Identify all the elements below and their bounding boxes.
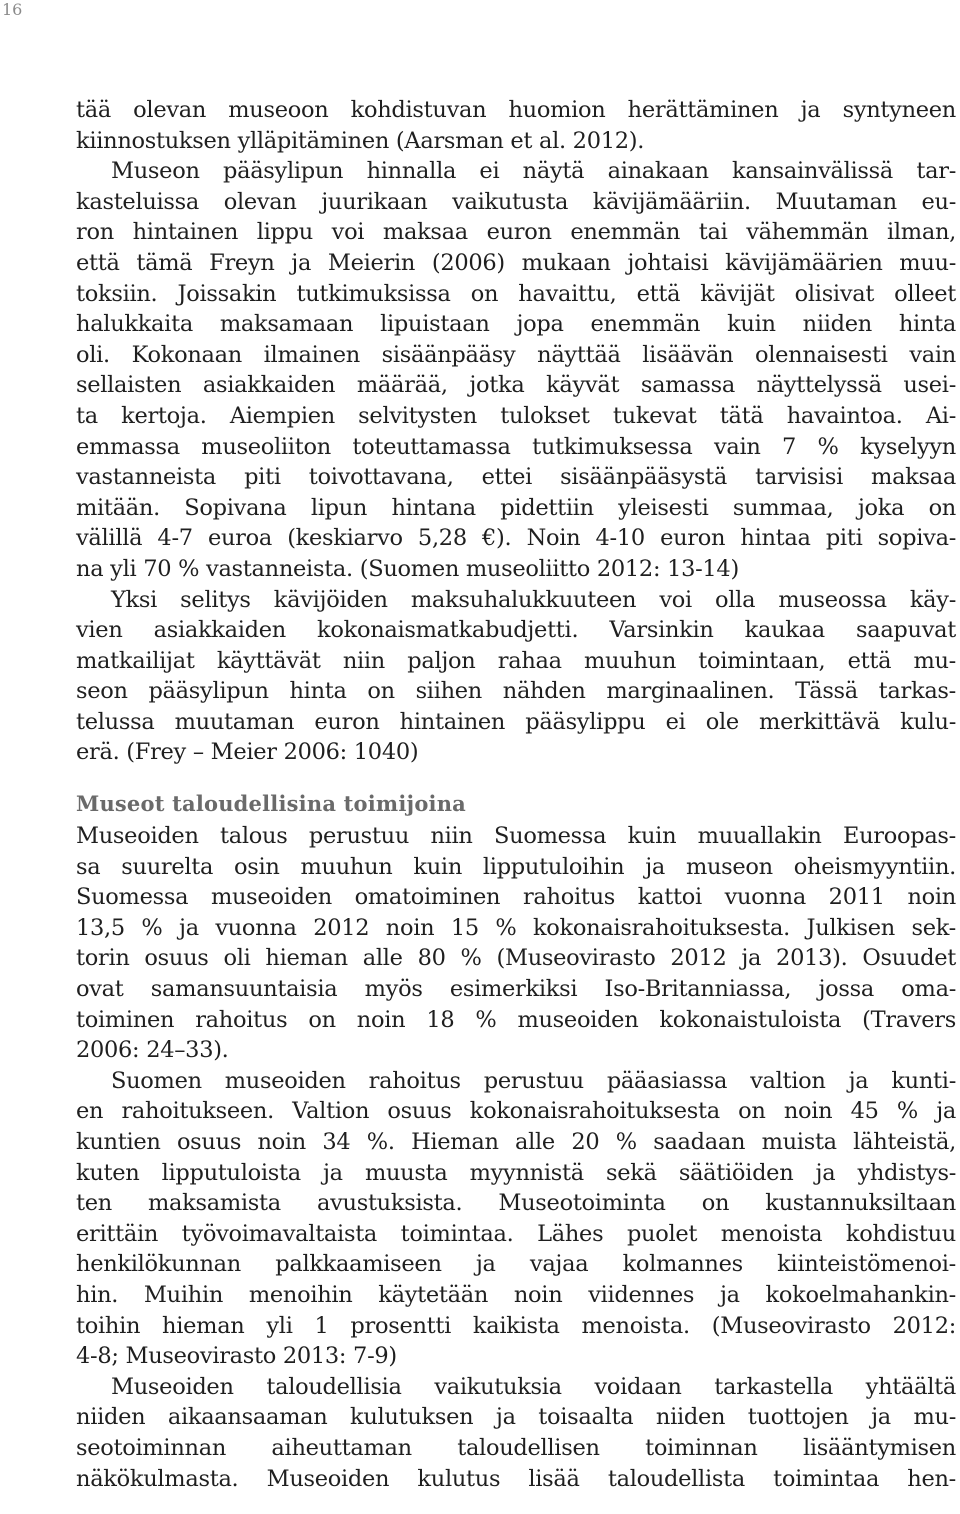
paragraph <box>76 95 956 156</box>
text-line: näkökulmasta. Museoiden kulutus lisää taloudellista toimintaa hen- <box>76 1465 956 1492</box>
text-line: Yksi selitys kävijöiden maksuhalukkuuteen voi olla museossa käy- <box>111 586 956 613</box>
page-number: 16 <box>2 0 23 19</box>
text-line: Museoiden taloudellisia vaikutuksia voidaan tarkastella yhtäältä <box>111 1373 956 1400</box>
text-line: telussa muutaman euron hintainen pääsylippu ei ole merkittävä kulu- <box>76 708 956 735</box>
text-line: ron hintainen lippu voi maksaa euron enemmän tai vähemmän ilman, <box>76 219 956 246</box>
paragraph <box>76 1372 956 1494</box>
text-line: kasteluissa olevan juurikaan vaikutusta kävijämääriin. Muutaman eu- <box>76 188 956 215</box>
text-line: erä. (Frey – Meier 2006: 1040) <box>76 739 419 766</box>
text-line: torin osuus oli hieman alle 80 % (Museovirasto 2012 ja 2013). Osuudet <box>76 945 956 972</box>
text-line: vastanneista piti toivottavana, ettei sisäänpääsystä tarvisisi maksaa <box>76 464 956 491</box>
text-line: hin. Muihin menoihin käytetään noin viidennes ja kokoelmahankin- <box>76 1281 956 1308</box>
page-body <box>76 95 956 1494</box>
text-line: mitään. Sopivana lipun hintana pidettiin yleisesti summaa, joka on <box>76 494 956 521</box>
text-line: sa suurelta osin muuhun kuin lipputuloihin ja museon oheismyyntiin. <box>76 853 956 880</box>
text-line: tää olevan museoon kohdistuvan huomion herättäminen ja syntyneen <box>76 97 956 123</box>
text-line: Museoiden talous perustuu niin Suomessa kuin muuallakin Euroopas- <box>76 823 956 850</box>
text-line: Suomen museoiden rahoitus perustuu pääasiassa valtion ja kunti- <box>111 1067 956 1094</box>
text-line: toiminen rahoitus on noin 18 % museoiden kokonaistuloista (Travers <box>76 1006 956 1033</box>
text-line: 13,5 % ja vuonna 2012 noin 15 % kokonaisrahoituksesta. Julkisen sek- <box>76 914 956 941</box>
section-heading: Museot taloudellisina toimijoina <box>76 791 466 817</box>
text-line: matkailijat käyttävät niin paljon rahaa muuhun toimintaan, että mu- <box>76 647 956 674</box>
paragraph <box>76 156 956 584</box>
paragraph <box>76 585 956 769</box>
text-line: ten maksamista avustuksista. Museotoiminta on kustannuksiltaan <box>76 1190 956 1217</box>
text-line: ta kertoja. Aiempien selvitysten tulokset tukevat tätä havaintoa. Ai- <box>76 402 956 429</box>
text-line: emmassa museoliiton toteuttamassa tutkimuksessa vain 7 % kyselyyn <box>76 433 956 460</box>
text-line: toksiin. Joissakin tutkimuksissa on havaittu, että kävijät olisivat olleet <box>76 280 956 307</box>
paragraph <box>76 1066 956 1372</box>
text-line: sellaisten asiakkaiden määrää, jotka käyvät samassa näyttelyssä usei- <box>76 372 956 399</box>
text-line: että tämä Freyn ja Meierin (2006) mukaan johtaisi kävijämäärien muu- <box>76 249 956 276</box>
text-line: henkilökunnan palkkaamiseen ja vajaa kolmannes kiinteistömenoi- <box>76 1251 956 1278</box>
text-line: Museon pääsylipun hinnalla ei näytä ainakaan kansainvälissä tar- <box>111 158 956 185</box>
text-line: kuntien osuus noin 34 %. Hieman alle 20 % saadaan muista lähteistä, <box>76 1129 956 1155</box>
text-line: oli. Kokonaan ilmainen sisäänpääsy näyttää lisäävän olennaisesti vain <box>76 341 956 368</box>
text-line: toihin hieman yli 1 prosentti kaikista menoista. (Museovirasto 2012: <box>76 1312 956 1339</box>
text-line: vien asiakkaiden kokonaismatkabudjetti. Varsinkin kaukaa saapuvat <box>76 617 956 644</box>
text-line: seon pääsylipun hinta on siihen nähden marginaalinen. Tässä tarkas- <box>76 678 956 705</box>
text-line: erittäin työvoimavaltaista toimintaa. Lähes puolet menoista kohdistuu <box>76 1220 956 1247</box>
text-line: na yli 70 % vastanneista. (Suomen museoliitto 2012: 13-14) <box>76 555 739 582</box>
text-line: 4-8; Museovirasto 2013: 7-9) <box>76 1343 397 1370</box>
text-line: kiinnostuksen ylläpitäminen (Aarsman et al. 2012). <box>76 127 645 154</box>
text-line: välillä 4-7 euroa (keskiarvo 5,28 €). Noin 4-10 euron hintaa piti sopiva- <box>76 525 956 552</box>
text-line: niiden aikaansaaman kulutuksen ja toisaalta niiden tuottojen ja mu- <box>76 1404 956 1431</box>
text-line: seotoiminnan aiheuttaman taloudellisen toiminnan lisääntymisen <box>76 1434 956 1461</box>
paragraph <box>76 821 956 1066</box>
text-line: ovat samansuuntaisia myös esimerkiksi Iso-Britanniassa, jossa oma- <box>76 976 956 1003</box>
text-line: halukkaita maksamaan lipuistaan jopa enemmän kuin niiden hinta <box>76 311 956 338</box>
text-line: Suomessa museoiden omatoiminen rahoitus kattoi vuonna 2011 noin <box>76 884 956 911</box>
text-line: en rahoitukseen. Valtion osuus kokonaisrahoituksesta on noin 45 % ja <box>76 1098 956 1125</box>
text-line: kuten lipputuloista ja muusta myynnistä sekä säätiöiden ja yhdistys- <box>76 1159 956 1186</box>
text-line: 2006: 24–33). <box>76 1037 229 1064</box>
